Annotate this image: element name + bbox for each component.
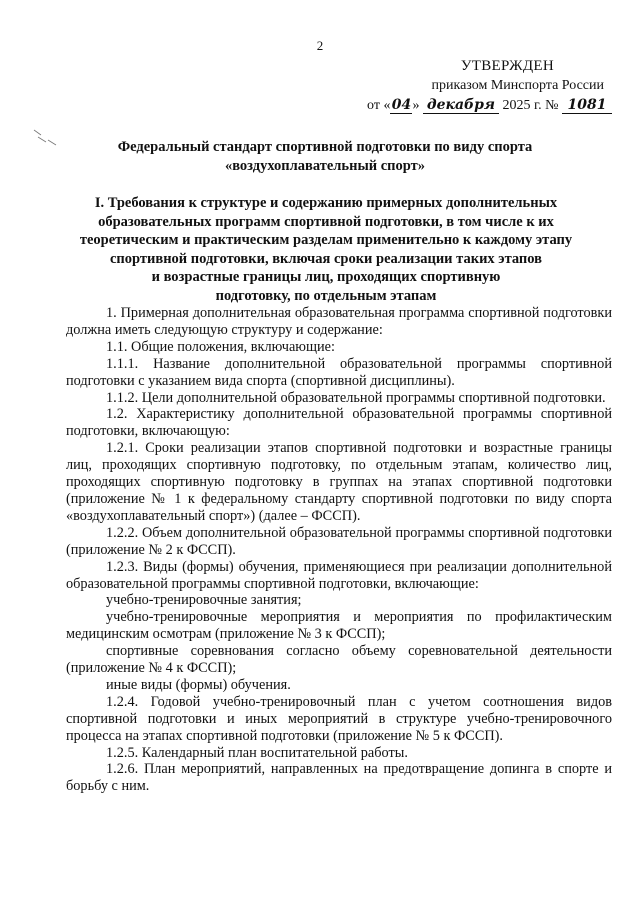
handwritten-day: 04: [391, 97, 412, 113]
paragraph: 1.2. Характеристику дополнительной образовательной программы спортивной подготовки, включающую:: [66, 406, 612, 440]
page-number: 2: [316, 38, 324, 53]
approval-date-line: [352, 96, 612, 116]
paragraph: 1. Примерная дополнительная образовательная программа спортивной подготовки должна иметь следующую структуру и содержание:: [66, 305, 612, 338]
paragraph: 1.2.4. Годовой учебно-тренировочный план с учетом соотношения видов спортивной подготовки и иных мероприятий в структуре учебно-тренировочного процесса на этапах спортивной подготовки (приложение № 5 к ФССП).: [66, 693, 612, 744]
approval-block: [352, 56, 612, 116]
document-title-line: Федеральный стандарт спортивной подготовки по виду спорта: [117, 139, 533, 155]
paragraph: спортивные соревнования согласно объему соревновательной деятельности (приложение № 4 к ФССП);: [66, 643, 612, 677]
document-title-line: «воздухоплавательный спорт»: [224, 158, 426, 174]
year-text: 2025 г. №: [502, 98, 559, 113]
paragraph: 1.1. Общие положения, включающие:: [106, 338, 335, 355]
date-prefix: от «: [367, 98, 391, 113]
paragraph: 1.1.2. Цели дополнительной образовательной программы спортивной подготовки.: [106, 389, 606, 406]
section-title-line: спортивной подготовки, включая сроки реализации таких этапов: [109, 250, 542, 267]
paragraph: 1.2.1. Сроки реализации этапов спортивной подготовки и возрастные границы лиц, проходящих спортивную подготовку, по отдельным этапам, количество лиц, проходящих спортивную подготовку в группах на этапах спортивной подготовки (приложение № 1 к федеральному стандарту спортивной подготовки по виду спорта «воздухоплавательный спорт») (далее – ФССП).: [66, 440, 612, 524]
section-title-line: и возрастные границы лиц, проходящих спортивную: [151, 269, 501, 285]
paragraph: учебно-тренировочные мероприятия и мероприятия по профилактическим медицинским осмотрам (приложение № 3 к ФССП);: [66, 609, 612, 643]
section-title: [62, 194, 590, 305]
section-title-line: образовательных программ спортивной подготовки, в том числе к их: [98, 213, 554, 230]
paragraph: 1.2.5. Календарный план воспитательной работы.: [106, 744, 408, 761]
handwritten-month: декабря: [423, 98, 499, 114]
handwritten-order-number: 1081: [562, 98, 612, 114]
approval-title: УТВЕРЖДЕН: [460, 58, 554, 74]
section-title-line: подготовку, по отдельным этапам: [215, 287, 437, 304]
section-title-line: I. Требования к структуре и содержанию примерных дополнительных: [94, 195, 558, 211]
paragraph: 1.2.3. Виды (формы) обучения, применяющиеся при реализации дополнительной образовательной программы спортивной подготовки, включающие:: [66, 558, 612, 592]
document-body: [66, 305, 612, 795]
paragraph: учебно-тренировочные занятия;: [106, 592, 302, 609]
document-title: [60, 138, 590, 176]
section-title-line: теоретическим и практическим разделам применительно к каждому этапу: [79, 232, 573, 248]
approval-order: приказом Минспорта России: [431, 78, 604, 93]
paragraph: 1.2.6. План мероприятий, направленных на предотвращение допинга в спорте и борьбу с ним.: [66, 761, 612, 795]
paragraph: 1.2.2. Объем дополнительной образовательной программы спортивной подготовки (приложение № 2 к ФССП).: [66, 524, 612, 558]
paragraph: иные виды (формы) обучения.: [106, 676, 291, 693]
paragraph: 1.1.1. Название дополнительной образовательной программы спортивной подготовки с указанием вида спорта (спортивной дисциплины).: [66, 355, 612, 389]
date-mid: »: [412, 98, 420, 113]
